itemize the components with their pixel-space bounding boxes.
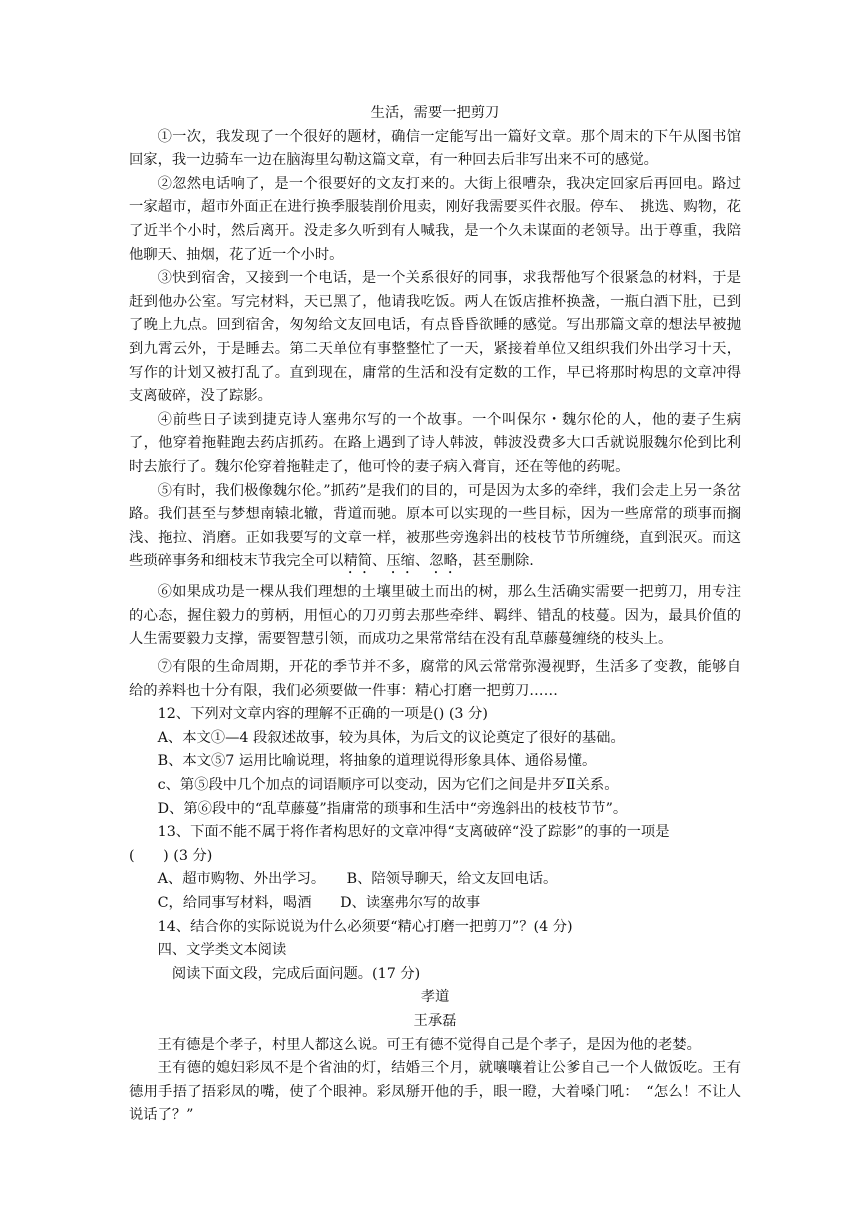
story-title: 孝道 [420,989,450,1006]
separator-1: 、 [372,553,387,570]
question-12-option-d: D、第⑥段中的“乱草藤蔓”指庸常的琐事和生活中“旁逸斜出的枝枝节节”。 [157,800,628,817]
article-title: 生活，需要一把剪刀 [370,105,500,121]
exam-page [129,102,741,1128]
question-12-option-a: A、本文①—4 段叙述故事，较为具体，为后文的议论奠定了很好的基础。 [157,729,625,746]
question-13-blank: ( ) (3 分) [129,847,213,864]
question-14: 14、结合你的实际说说为什么必须要“精心打磨一把剪刀”？(4 分) [157,918,573,935]
paragraph-4: ④前些日子读到捷克诗人塞弗尔写的一个故事。一个叫保尔・魏尔伦的人，他的妻子生病了，他穿着拖鞋跑去药店抓药。在路上遇到了诗人韩波，韩波没费多大口舌就说服魏尔伦到比利时去旅行了。魏尔伦穿着拖鞋走了，他可怜的妻子病入膏肓，还在等他的药呢。 [129,411,741,475]
paragraph-3: ③快到宿舍，又接到一个电话，是一个关系很好的同事，求我帮他写个很紧急的材料，于是赶到他办公室。写完材料，天已黑了，他请我吃饭。两人在饭店推杯换盏，一瓶白酒下肚，已到了晚上九点。回到宿舍，匆匆给文友回电话，有点昏昏欲睡的感觉。写出那篇文章的想法早被抛到九霄云外，于是睡去。第二天单位有事整整忙了一天，紧接着单位又组织我们外出学习十天，写作的计划又被打乱了。直到现在，庸常的生活和没有定数的工作，早已将那时构思的文章冲得支离破碎，没了踪影。 [129,270,741,405]
story-paragraph-1: 王有德是个孝子，村里人都这么说。可王有德不觉得自己是个孝子，是因为他的老婪。 [157,1036,701,1053]
emphasized-word-2: 压缩 [386,553,415,570]
paragraph-5-main: ⑤有时，我们极像魏尔伦。”抓药”是我们的目的，可是因为太多的牵绊，我们会走上另一条岔路。我们甚至与梦想南辕北辙，背道而驰。原本可以实现的一些目标，因为一些席常的琐事而搁浅、拖拉、消磨。正如我要写的文章一样，被那些旁逸斜出的枝枝节节所缠绕，直到泯灭。而这些琐碎事务和细枝末节我完全可以 [129,482,741,570]
paragraph-1: ①一次，我发现了一个很好的题材，确信一定能写出一篇好文章。那个周末的下午从图书馆回家，我一边骑车一边在脑海里勾勒这篇文章，有一种回去后非写出来不可的感觉。 [129,128,741,169]
paragraph-6: ⑥如果成功是一棵从我们理想的土壤里破土而出的树，那么生活确实需要一把剪刀，用专注的心态，握住毅力的剪柄，用恒心的刀刃剪去那些牵绊、羁绊、错乱的枝蔓。因为，最具价值的人生需要毅力支撑，需要智慧引领，而成功之果常常结在没有乱草藤蔓缠绕的枝头上。 [129,584,741,648]
question-13-options-cd: C，给同事写材料，喝酒 D、读塞弗尔写的故事 [157,895,481,911]
question-12-option-b: B、本文⑤7 运用比喻说理，将抽象的道理说得形象具体、通俗易懂。 [157,753,597,770]
section-4-instruction: 阅读下面文段，完成后面问题。(17 分) [171,965,421,982]
section-4-heading: 四、文学类文本阅读 [157,942,287,959]
question-13: 13、下面不能不属于将作者构思好的文章冲得“支离破碎“没了踪影”的事的一项是 [157,824,670,841]
paragraph-5-end: ，甚至删除. [457,553,534,570]
paragraph-2: ②忽然电话响了，是一个很要好的文友打来的。大街上很嘈杂，我决定回家后再回电。路过一家超市，超市外面正在进行换季服装削价甩卖，刚好我需要买件衣服。停车、 挑选、购物，花了近半个小时，然后离开。没走多久听到有人喊我，是一个久未谋面的老领导。出于尊重，我陪他聊天、抽烟，花了近一个小时。 [129,175,741,263]
separator-2: 、 [414,553,430,570]
emphasized-word-3: 忽略 [429,553,458,570]
story-paragraph-2: 王有德的媳妇彩凤不是个省油的灯，结婚三个月，就嚷嚷着让公爹自己一个人做饭吃。王有德用手捂了捂彩凤的嘴，使了个眼神。彩凤掰开他的手，眼一瞪，大着嗓门吼： “怎么！不让人说话了？” [129,1060,741,1124]
question-12: 12、下列对文章内容的理解不正确的一项是() (3 分) [157,706,488,723]
question-13-options-ab: A、超市购物、外出学习。 B、陪领导聊天，给文友回电话。 [157,871,558,888]
paragraph-5 [129,480,741,578]
paragraph-7: ⑦有限的生命周期，开花的季节并不多，腐常的风云常常弥漫视野，生活多了变教，能够自给的养料也十分有限，我们必须要做一件事：精心打磨一把剪刀…… [129,659,741,699]
question-12-option-c: c、第⑤段中几个加点的词语顺序可以变动，因为它们之间是井歹Ⅱ关系。 [157,777,619,794]
emphasized-word-1: 精简 [343,553,373,570]
story-author: 王承磊 [413,1012,457,1029]
